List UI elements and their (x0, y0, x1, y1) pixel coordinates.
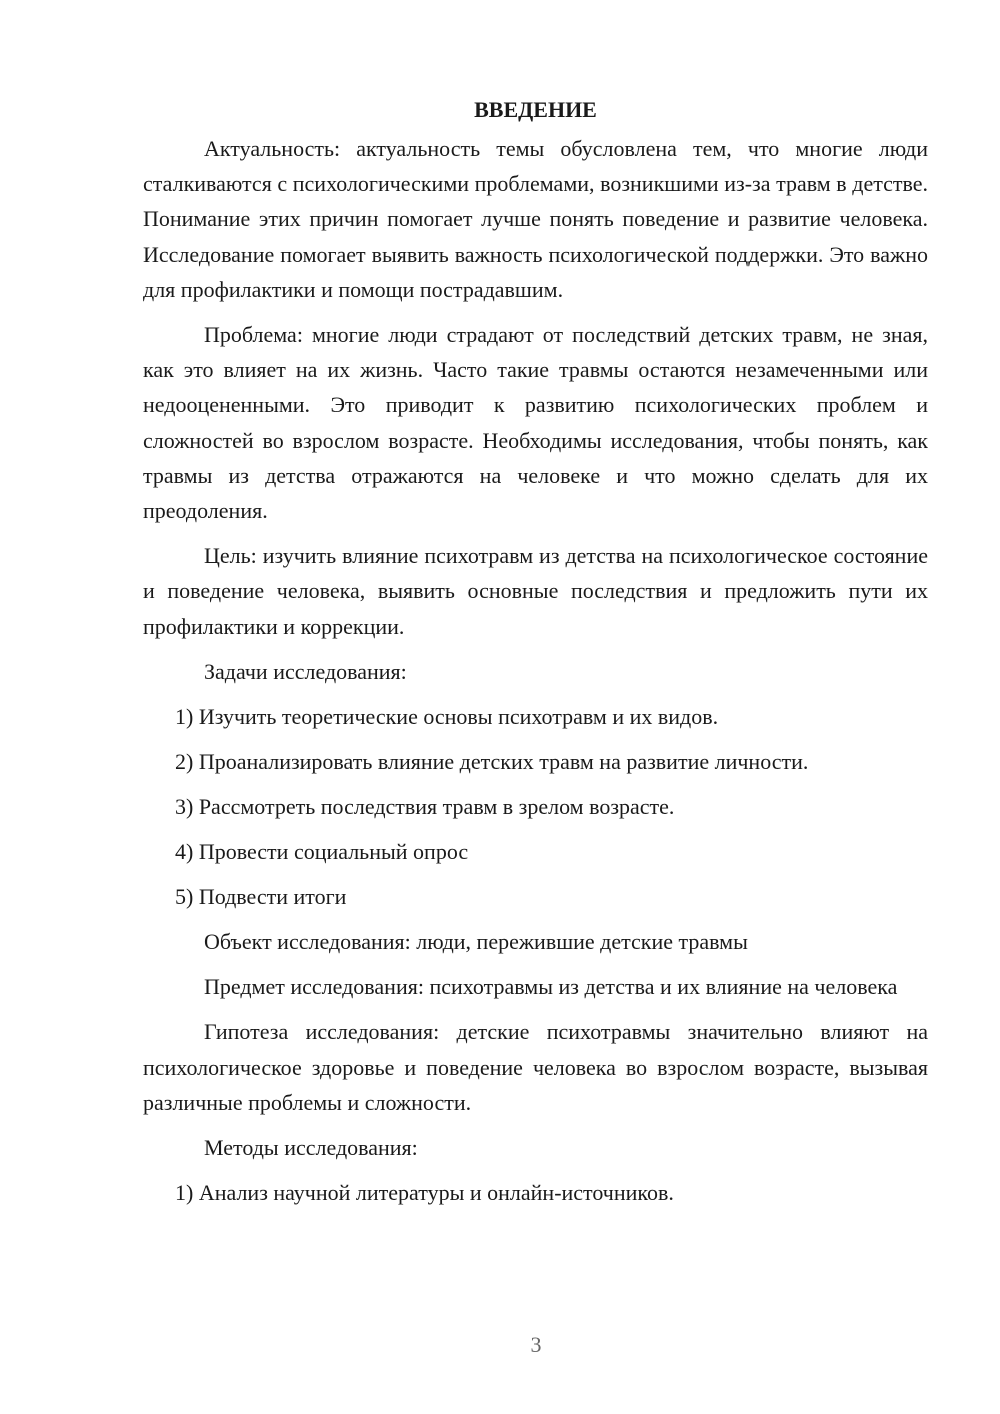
object-paragraph: Объект исследования: люди, пережившие детские травмы (204, 929, 748, 955)
task-item: 2) Проанализировать влияние детских травм на развитие личности. (175, 749, 809, 775)
hypothesis-paragraph: Гипотеза исследования: детские психотравмы значительно влияют на психологическое здоровье и поведение человека во взрослом возрасте, вызывая различные проблемы и сложности. (143, 1019, 928, 1115)
problem-paragraph: Проблема: многие люди страдают от последствий детских травм, не зная, как это влияет на их жизнь. Часто такие травмы остаются незамеченными или недооцененными. Это приводит к развитию психологических проблем и сложностей во взрослом возрасте. Необходимы исследования, чтобы понять, как травмы из детства отражаются на человеке и что можно сделать для их преодоления. (143, 322, 928, 524)
page-number: 3 (530, 1332, 542, 1357)
task-item: 1) Изучить теоретические основы психотравм и их видов. (175, 704, 719, 730)
task-item: 4) Провести социальный опрос (175, 839, 469, 865)
document-page (143, 92, 928, 1220)
section-title: ВВЕДЕНИЕ (474, 97, 597, 122)
task-item: 3) Рассмотреть последствия травм в зрелом возрасте. (175, 794, 675, 820)
subject-paragraph: Предмет исследования: психотравмы из детства и их влияние на человека (204, 974, 898, 1000)
task-item: 5) Подвести итоги (175, 884, 347, 910)
goal-paragraph: Цель: изучить влияние психотравм из детства на психологическое состояние и поведение человека, выявить основные последствия и предложить пути их профилактики и коррекции. (143, 543, 928, 639)
relevance-paragraph: Актуальность: актуальность темы обусловлена тем, что многие люди сталкиваются с психологическими проблемами, возникшими из-за травм в детстве. Понимание этих причин помогает лучше понять поведение и развитие человека. Исследование помогает выявить важность психологической поддержки. Это важно для профилактики и помощи пострадавшим. (143, 136, 928, 302)
tasks-heading: Задачи исследования: (204, 658, 407, 684)
methods-heading: Методы исследования: (204, 1135, 418, 1161)
method-item: 1) Анализ научной литературы и онлайн-источников. (175, 1180, 674, 1206)
